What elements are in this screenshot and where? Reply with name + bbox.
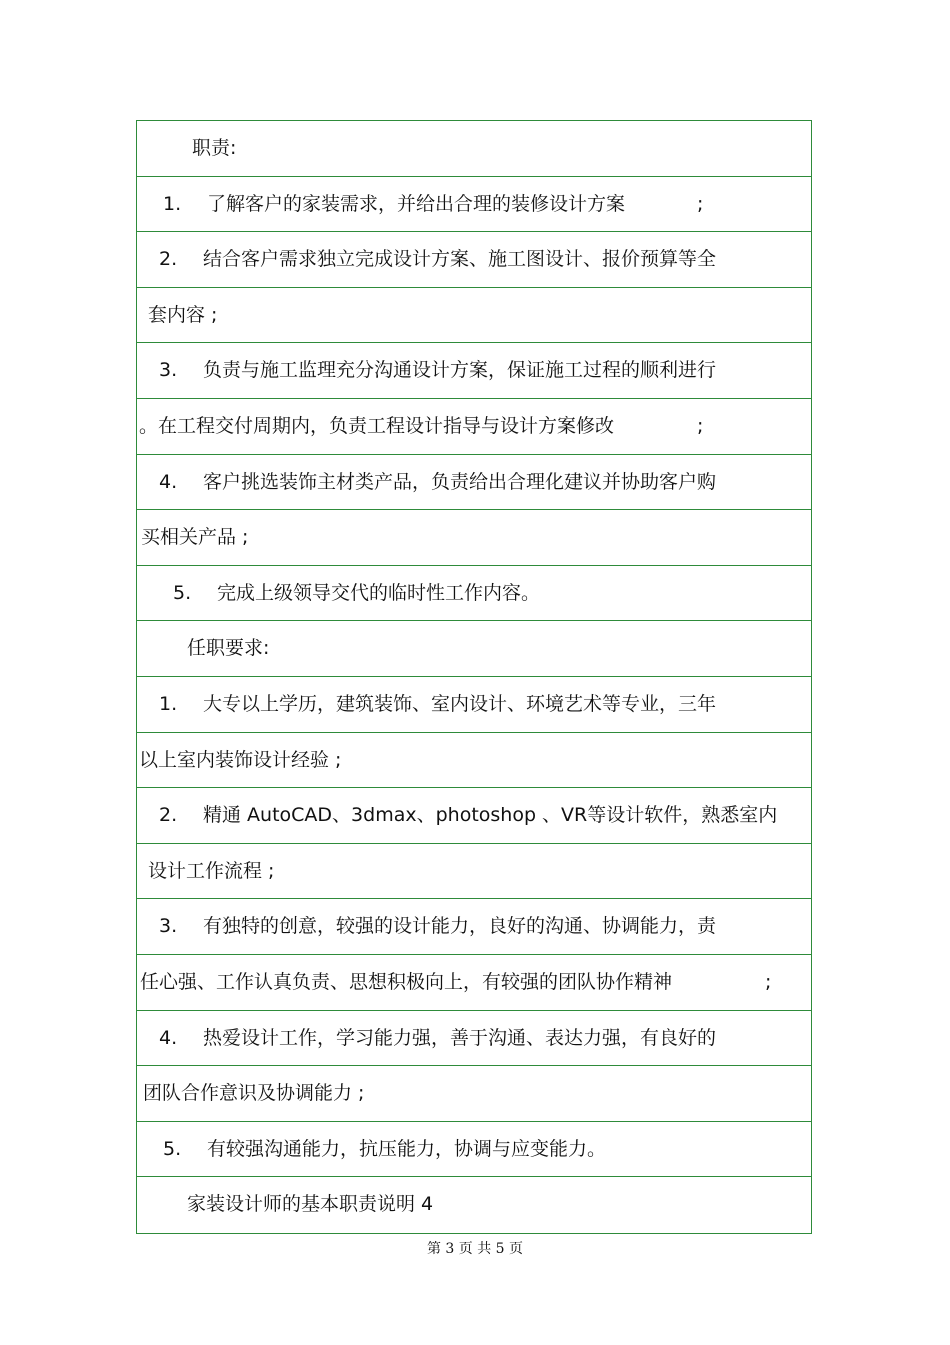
item-text: 。在工程交付周期内，负责工程设计指导与设计方案修改 <box>139 414 615 437</box>
table-row <box>137 1177 811 1233</box>
item-text: 结合客户需求独立完成设计方案、施工图设计、报价预算等全 <box>203 248 717 271</box>
item-text: 负责与施工监理充分沟通设计方案，保证施工过程的顺利进行 <box>203 359 717 382</box>
item-number: 1. <box>159 692 178 715</box>
table-row <box>137 677 811 733</box>
table-row <box>137 955 811 1011</box>
table-row <box>137 733 811 789</box>
item-text: 大专以上学历，建筑装饰、室内设计、环境艺术等专业，三年 <box>203 692 717 715</box>
table-row <box>137 899 811 955</box>
item-text: 热爱设计工作，学习能力强，善于沟通、表达力强，有良好的 <box>203 1026 717 1049</box>
table-row <box>137 288 811 344</box>
item-text: 精通 AutoCAD、3dmax、photoshop 、VR等设计软件，熟悉室内 <box>203 804 778 827</box>
item-number: 3. <box>159 915 178 938</box>
table-row <box>137 1122 811 1178</box>
item-text: 任心强、工作认真负责、思想积极向上，有较强的团队协作精神 <box>140 970 673 993</box>
item-text: 有独特的创意，较强的设计能力，良好的沟通、协调能力，责 <box>203 915 717 938</box>
item-number: 2. <box>159 804 178 827</box>
page-footer: 第 3 页 共 5 页 <box>426 1241 524 1257</box>
item-number: 5. <box>173 581 192 604</box>
section-heading-duties: 职责: <box>192 137 237 159</box>
table-row <box>137 177 811 233</box>
item-text: 以上室内装饰设计经验 ; <box>139 748 342 771</box>
table-row <box>137 455 811 511</box>
item-number: 2. <box>159 248 178 271</box>
item-text: 买相关产品 ; <box>141 526 249 549</box>
section-heading-requirements: 任职要求: <box>187 637 270 660</box>
item-tail: ; <box>697 192 704 215</box>
table-row <box>137 1011 811 1067</box>
table-row <box>137 621 811 677</box>
item-number: 4. <box>159 470 178 493</box>
item-tail: ; <box>765 970 772 993</box>
item-text: 完成上级领导交代的临时性工作内容。 <box>217 581 541 604</box>
table-row <box>137 343 811 399</box>
table-row <box>137 399 811 455</box>
table-row <box>137 232 811 288</box>
table-row <box>137 1066 811 1122</box>
document-subtitle: 家装设计师的基本职责说明 4 <box>187 1193 434 1216</box>
item-text: 了解客户的家装需求，并给出合理的装修设计方案 <box>207 192 626 215</box>
item-text: 团队合作意识及协调能力 ; <box>143 1082 365 1105</box>
item-number: 5. <box>163 1137 182 1160</box>
table-row <box>137 121 811 177</box>
table-row <box>137 566 811 622</box>
item-text: 客户挑选装饰主材类产品，负责给出合理化建议并协助客户购 <box>203 470 717 493</box>
table-row <box>137 788 811 844</box>
item-number: 4. <box>159 1026 178 1049</box>
item-text: 套内容 ; <box>148 303 218 326</box>
item-tail: ; <box>697 414 704 437</box>
duties-table <box>136 120 812 1234</box>
table-row <box>137 844 811 900</box>
item-text: 设计工作流程 ; <box>148 859 275 882</box>
table-row <box>137 510 811 566</box>
item-text: 有较强沟通能力，抗压能力，协调与应变能力。 <box>207 1137 607 1160</box>
item-number: 3. <box>159 359 178 382</box>
item-number: 1. <box>163 192 182 215</box>
